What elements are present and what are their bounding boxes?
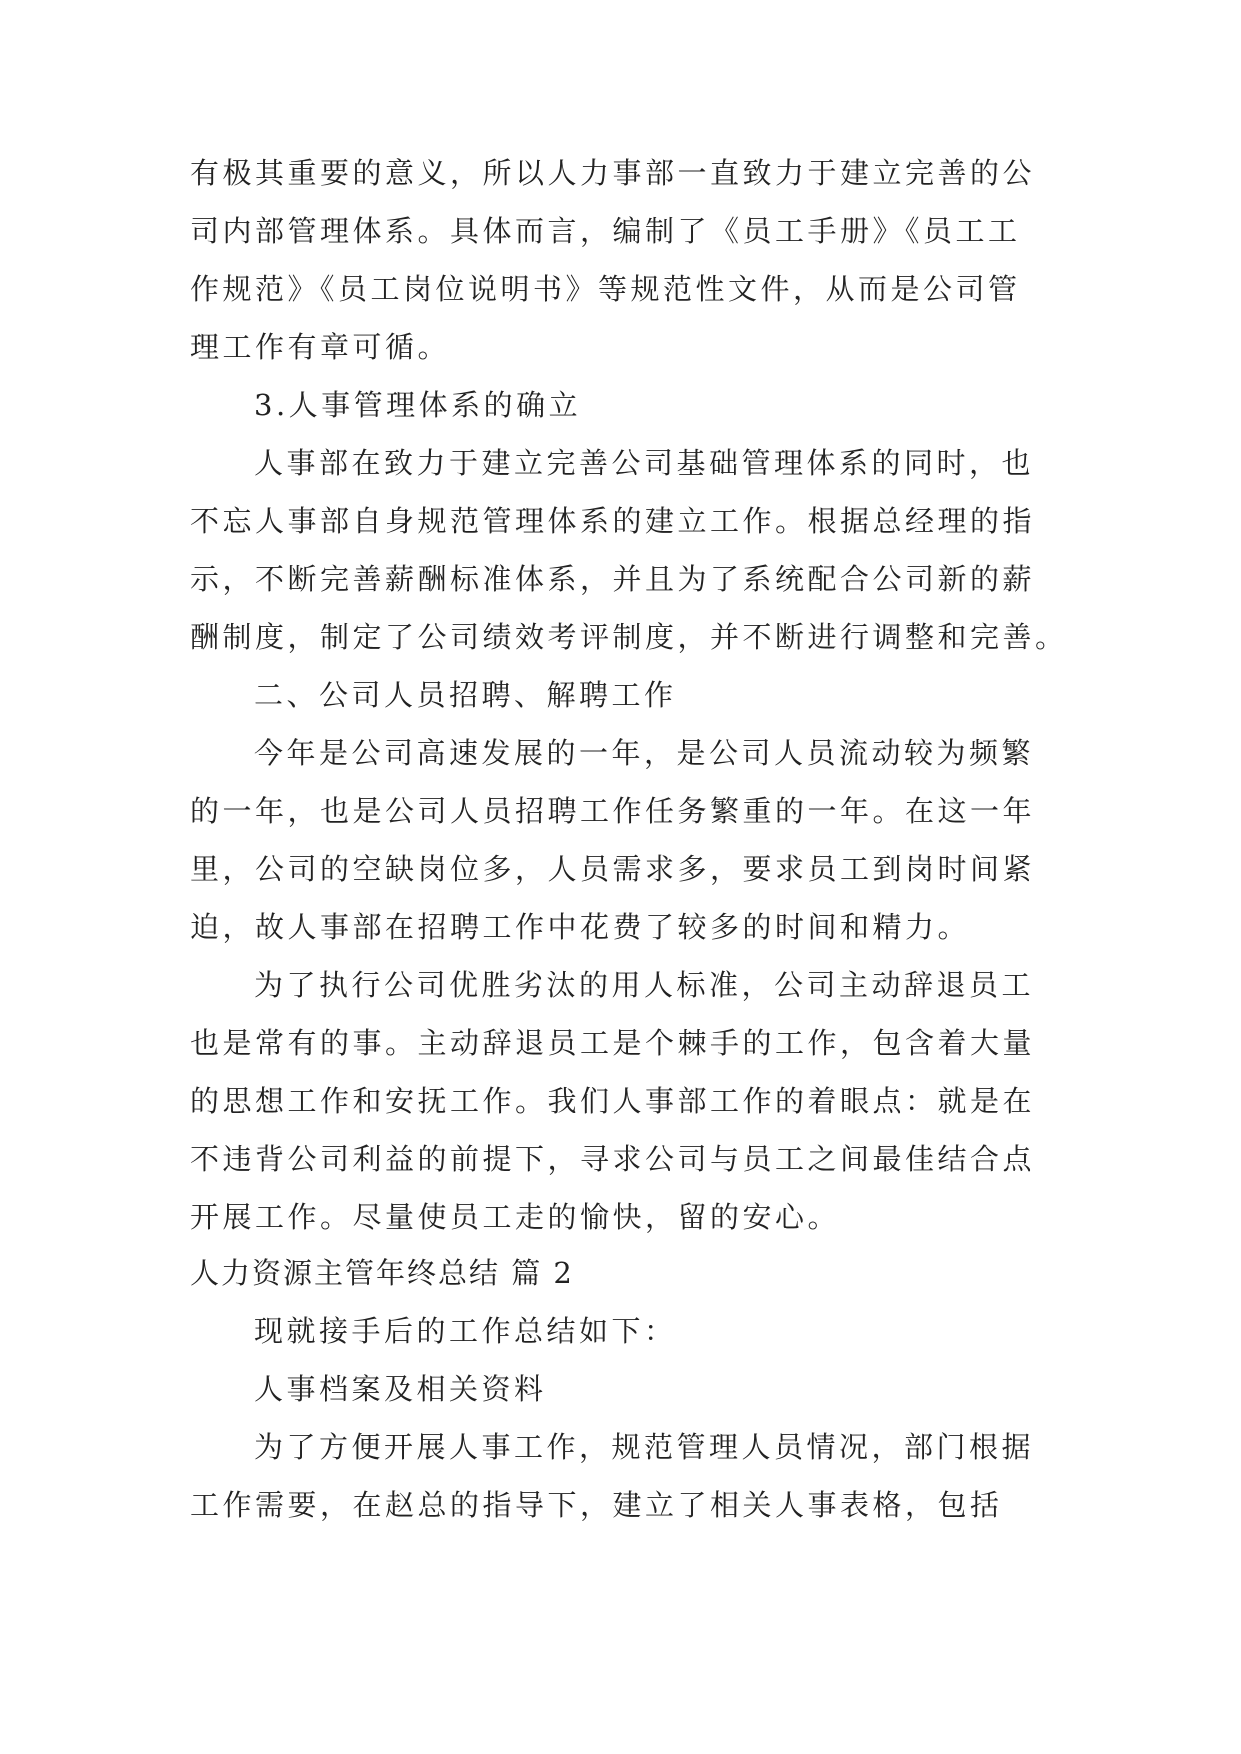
paragraph-start: 现就接手后的工作总结如下： xyxy=(254,1314,677,1348)
section-heading: 人事档案及相关资料 xyxy=(254,1372,547,1406)
text-line: 的一年，也是公司人员招聘工作任务繁重的一年。在这一年 xyxy=(190,794,1036,828)
text-line: 酬制度，制定了公司绩效考评制度，并不断进行调整和完善。 xyxy=(190,620,1068,654)
paragraph-start: 人事部在致力于建立完善公司基础管理体系的同时，也 xyxy=(254,446,1035,480)
paragraph-start: 今年是公司高速发展的一年，是公司人员流动较为频繁 xyxy=(254,736,1035,770)
paragraph-start: 为了执行公司优胜劣汰的用人标准，公司主动辞退员工 xyxy=(254,968,1035,1002)
section-heading: 二、公司人员招聘、解聘工作 xyxy=(254,678,677,712)
text-line: 有极其重要的意义，所以人力事部一直致力于建立完善的公 xyxy=(190,156,1036,190)
text-line: 也是常有的事。主动辞退员工是个棘手的工作，包含着大量 xyxy=(190,1026,1036,1060)
text-line: 不忘人事部自身规范管理体系的建立工作。根据总经理的指 xyxy=(190,504,1036,538)
article-title: 人力资源主管年终总结 篇 2 xyxy=(190,1256,574,1290)
text-line: 开展工作。尽量使员工走的愉快，留的安心。 xyxy=(190,1200,841,1234)
text-line: 示，不断完善薪酬标准体系，并且为了系统配合公司新的薪 xyxy=(190,562,1036,596)
text-line: 迫，故人事部在招聘工作中花费了较多的时间和精力。 xyxy=(190,910,971,944)
text-line: 的思想工作和安抚工作。我们人事部工作的着眼点：就是在 xyxy=(190,1084,1036,1118)
text-line: 不违背公司利益的前提下，寻求公司与员工之间最佳结合点 xyxy=(190,1142,1036,1176)
text-line: 里，公司的空缺岗位多，人员需求多，要求员工到岗时间紧 xyxy=(190,852,1036,886)
text-line: 理工作有章可循。 xyxy=(190,330,451,364)
text-line: 作规范》《员工岗位说明书》等规范性文件，从而是公司管 xyxy=(190,272,1021,306)
text-line: 司内部管理体系。具体而言，编制了《员工手册》《员工工 xyxy=(190,214,1021,248)
text-line: 工作需要，在赵总的指导下，建立了相关人事表格，包括 xyxy=(190,1488,1003,1522)
section-heading: 3.人事管理体系的确立 xyxy=(254,388,582,422)
paragraph-start: 为了方便开展人事工作，规范管理人员情况，部门根据 xyxy=(254,1430,1035,1464)
